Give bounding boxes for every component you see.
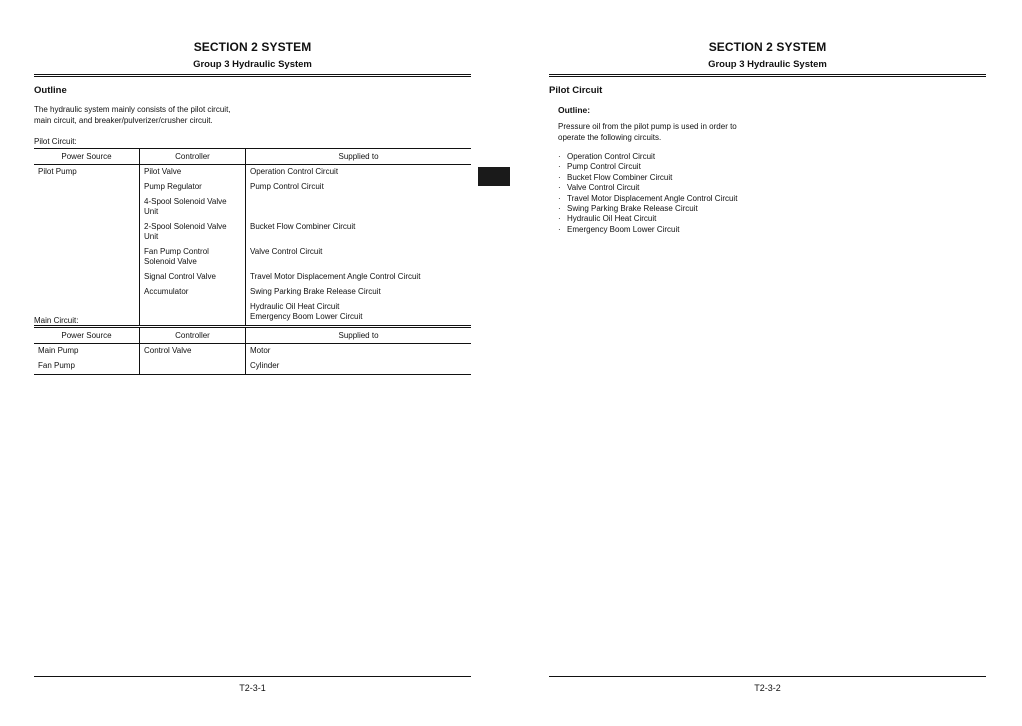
table-cell: Swing Parking Brake Release Circuit bbox=[246, 285, 472, 300]
header-supplied-to: Supplied to bbox=[246, 328, 472, 344]
left-page bbox=[34, 0, 471, 726]
pilot-circuit-intro: Pressure oil from the pilot pump is used in order to operate the following circuits. bbox=[558, 122, 737, 142]
outline-subheading: Outline: bbox=[558, 105, 591, 115]
header-rule bbox=[34, 74, 471, 77]
list-item: · Emergency Boom Lower Circuit bbox=[558, 225, 737, 235]
table-cell: Pump Regulator bbox=[140, 180, 246, 195]
table-cell: Pump Control Circuit bbox=[246, 180, 472, 195]
main-circuit-table bbox=[34, 327, 471, 375]
section-tab-marker bbox=[478, 167, 510, 186]
table-cell: Accumulator bbox=[140, 285, 246, 300]
footer-rule bbox=[549, 676, 986, 677]
pilot-circuit-label: Pilot Circuit: bbox=[34, 137, 77, 146]
table-cell: Operation Control Circuit bbox=[246, 165, 472, 181]
table-row bbox=[34, 245, 471, 270]
table-cell: Fan Pump bbox=[34, 359, 140, 375]
list-item: · Bucket Flow Combiner Circuit bbox=[558, 173, 737, 183]
section-title: SECTION 2 SYSTEM bbox=[193, 40, 312, 54]
table-cell bbox=[34, 245, 140, 270]
list-item: · Travel Motor Displacement Angle Control Circuit bbox=[558, 194, 737, 204]
page-number: T2-3-2 bbox=[754, 683, 781, 693]
table-header-row bbox=[34, 328, 471, 344]
list-item: · Pump Control Circuit bbox=[558, 162, 737, 172]
table-row bbox=[34, 195, 471, 220]
table-cell bbox=[34, 195, 140, 220]
pilot-circuit-heading: Pilot Circuit bbox=[549, 85, 603, 96]
table-header-row bbox=[34, 149, 471, 165]
table-cell bbox=[140, 300, 246, 326]
list-item: · Operation Control Circuit bbox=[558, 152, 737, 162]
table-cell: Motor bbox=[246, 344, 472, 360]
table-row bbox=[34, 300, 471, 326]
table-cell bbox=[34, 180, 140, 195]
table-cell: 2-Spool Solenoid Valve Unit bbox=[140, 220, 246, 245]
table-cell: Travel Motor Displacement Angle Control Circuit bbox=[246, 270, 472, 285]
main-circuit-label: Main Circuit: bbox=[34, 316, 79, 325]
header-rule bbox=[549, 74, 986, 77]
group-title: Group 3 Hydraulic System bbox=[193, 59, 312, 70]
table-row bbox=[34, 180, 471, 195]
header-controller: Controller bbox=[140, 149, 246, 165]
list-item: · Valve Control Circuit bbox=[558, 183, 737, 193]
header-supplied-to: Supplied to bbox=[246, 149, 472, 165]
outline-intro: The hydraulic system mainly consists of the pilot circuit, main circuit, and breaker/pulverizer/crusher circuit. bbox=[34, 105, 231, 125]
right-page bbox=[549, 0, 986, 726]
group-title: Group 3 Hydraulic System bbox=[708, 59, 827, 70]
list-item: · Hydraulic Oil Heat Circuit bbox=[558, 214, 737, 224]
table-cell bbox=[34, 270, 140, 285]
table-cell bbox=[34, 220, 140, 245]
page-number: T2-3-1 bbox=[239, 683, 266, 693]
table-cell: Main Pump bbox=[38, 346, 79, 355]
table-row bbox=[34, 344, 471, 360]
table-row bbox=[34, 220, 471, 245]
table-cell: Pilot Pump bbox=[38, 167, 77, 176]
table-row bbox=[34, 165, 471, 181]
table-cell bbox=[34, 285, 140, 300]
header-power-source: Power Source bbox=[34, 328, 140, 344]
table-cell: Control Valve bbox=[140, 344, 246, 360]
pilot-circuit-table bbox=[34, 148, 471, 326]
table-cell: Valve Control Circuit bbox=[246, 245, 472, 270]
list-item: · Swing Parking Brake Release Circuit bbox=[558, 204, 737, 214]
circuit-list bbox=[558, 152, 737, 235]
footer-rule bbox=[34, 676, 471, 677]
table-cell: Cylinder bbox=[246, 359, 472, 375]
table-cell: Bucket Flow Combiner Circuit bbox=[246, 220, 472, 245]
table-row bbox=[34, 359, 471, 375]
table-cell: Signal Control Valve bbox=[140, 270, 246, 285]
table-cell bbox=[246, 195, 472, 220]
table-cell: Hydraulic Oil Heat Circuit Emergency Boom Lower Circuit bbox=[246, 300, 472, 326]
outline-heading: Outline bbox=[34, 85, 67, 96]
header-power-source: Power Source bbox=[34, 149, 140, 165]
table-row bbox=[34, 285, 471, 300]
table-row bbox=[34, 270, 471, 285]
section-title: SECTION 2 SYSTEM bbox=[708, 40, 827, 54]
table-cell: Fan Pump Control Solenoid Valve bbox=[140, 245, 246, 270]
table-cell: Pilot Valve bbox=[140, 165, 246, 181]
table-cell: 4-Spool Solenoid Valve Unit bbox=[140, 195, 246, 220]
header-controller: Controller bbox=[140, 328, 246, 344]
table-cell bbox=[140, 359, 246, 375]
